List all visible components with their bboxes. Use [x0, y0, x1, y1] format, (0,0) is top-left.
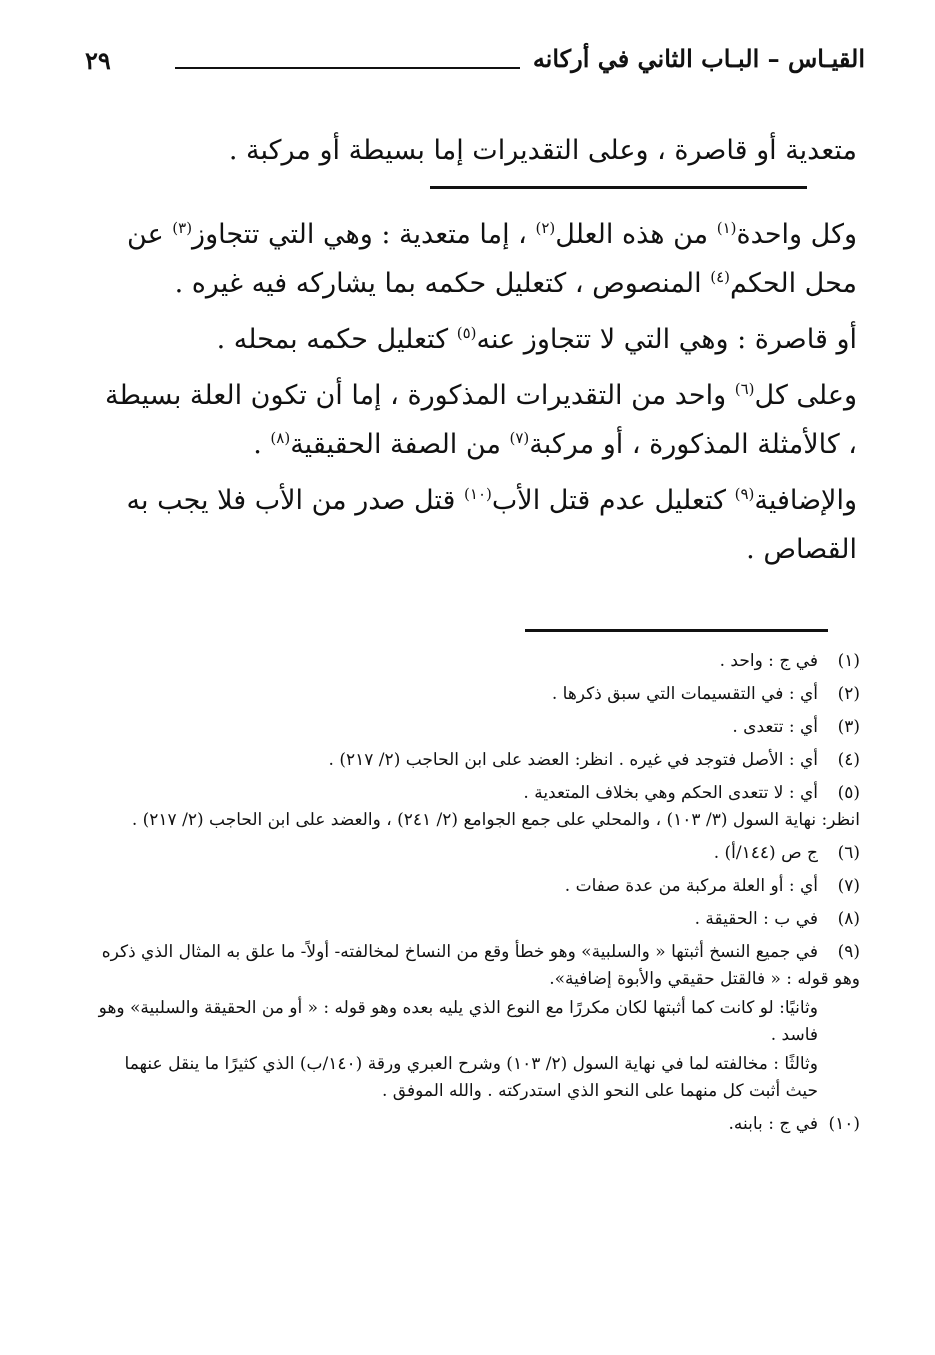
footnote-6: [95, 840, 860, 867]
text-run: .: [253, 429, 271, 460]
paragraph-1: [92, 210, 857, 308]
page-header: [85, 40, 865, 80]
footnote-text: أي : في التقسيمات التي سبق ذكرها .: [551, 684, 818, 704]
footnote-number: (٤): [837, 750, 860, 770]
text-run: كتعليل عدم قتل الأب: [491, 485, 735, 516]
text-run: كتعليل حكمه بمحله .: [216, 324, 457, 355]
footnote-ref: (١): [716, 219, 737, 237]
footnote-8: [95, 906, 860, 933]
footnote-ref: (٩): [734, 485, 755, 503]
footnote-text: في جميع النسخ أثبتها « والسلبية» وهو خطأ وقع من النساخ لمخالفته- أولاً- ما علق به المثال الذي ذكره وهو قوله : « فالقتل حقيقي والأبوة إضافية».: [101, 942, 860, 989]
footnote-9-continued-b: [95, 1051, 860, 1105]
text-run: من الصفة الحقيقية: [290, 429, 510, 460]
footnote-ref: (٢): [535, 219, 556, 237]
footnote-7: [95, 873, 860, 900]
footnote-text: وثالثًا : مخالفته لما في نهاية السول (٢/ ١٠٣) وشرح العبري ورقة (١٤٠/ب) الذي كثيرًا ما ينقل عنهما حيث أثبت كل منهما على النحو الذي استدركته . والله الموفق .: [124, 1054, 818, 1101]
footnote-text: أي : لا تتعدى الحكم وهي بخلاف المتعدية .: [523, 783, 818, 803]
footnote-number: (٥): [837, 783, 860, 803]
footnote-4: [95, 747, 860, 774]
footnote-5: [95, 780, 860, 807]
text-run: واحد من التقديرات المذكورة ، إما أن تكون العلة بسيطة ، كالأمثلة المذكورة ، أو مركبة: [104, 380, 857, 460]
running-title: القيـاس – البـاب الثاني في أركانه: [532, 44, 865, 73]
text-run: والإضافية: [754, 485, 857, 516]
text-run: عن محل الحكم: [127, 219, 857, 299]
footnote-text: في ب : الحقيقة .: [694, 909, 818, 929]
text-run: من هذه العلل: [555, 219, 717, 250]
footnote-rule: [525, 629, 828, 632]
text-run: وعلى كل: [754, 380, 857, 411]
page-number: ٢٩: [85, 46, 111, 75]
footnote-ref: (٨): [270, 429, 291, 447]
footnote-10: [95, 1111, 860, 1138]
header-rule: [175, 67, 520, 69]
footnote-3: [95, 714, 860, 741]
footnote-text: ج ص (١٤٤/أ) .: [713, 843, 818, 863]
footnote-ref: (٦): [734, 380, 755, 398]
main-text: [92, 210, 857, 574]
text-run: ، إما متعدية : وهي التي تتجاوز: [192, 219, 536, 250]
footnote-text: أي : أو العلة مركبة من عدة صفات .: [564, 876, 818, 896]
footnote-ref: (١٠): [464, 485, 492, 503]
footnote-text: وثانيًا: لو كانت كما أثبتها لكان مكررًا مع النوع الذي يليه بعده وهو قوله : « أو من الحقيقة والسلبية» وهو فاسد .: [98, 998, 818, 1045]
footnote-ref: (٤): [710, 268, 731, 286]
text-run: وكل واحدة: [736, 219, 857, 250]
footnote-ref: (٧): [509, 429, 530, 447]
opening-line: [92, 126, 857, 175]
footnote-2: [95, 681, 860, 708]
section-rule: [430, 186, 807, 189]
footnote-number: (١): [837, 651, 860, 671]
footnote-text: أي : الأصل فتوجد في غيره . انظر: العضد على ابن الحاجب (٢/ ٢١٧) .: [328, 750, 818, 770]
opening-line-text: متعدية أو قاصرة ، وعلى التقديرات إما بسيطة أو مركبة .: [228, 135, 857, 166]
footnote-1: [95, 648, 860, 675]
footnote-9-continued-a: [95, 995, 860, 1049]
footnote-text: انظر: نهاية السول (٣/ ١٠٣) ، والمحلي على جمع الجوامع (٢/ ٢٤١) ، والعضد على ابن الحاجب (٢/ ٢١٧) .: [131, 810, 860, 830]
text-run: أو قاصرة : وهي التي لا تتجاوز عنه: [476, 324, 857, 355]
text-run: قتل صدر من الأب فلا يجب به القصاص .: [126, 485, 857, 565]
footnote-number: (١٠): [828, 1114, 860, 1134]
footnote-ref: (٣): [172, 219, 193, 237]
footnote-text: في ج : واحد .: [719, 651, 818, 671]
footnote-ref: (٥): [456, 324, 477, 342]
footnote-number: (٧): [837, 876, 860, 896]
footnotes: [95, 648, 860, 1144]
footnote-number: (٩): [837, 942, 860, 962]
footnote-text: في ج : بابنه.: [728, 1114, 818, 1134]
paragraph-3: [92, 371, 857, 469]
footnote-number: (٨): [837, 909, 860, 929]
paragraph-4: [92, 476, 857, 574]
footnote-text: أي : تتعدى .: [732, 717, 818, 737]
text-run: المنصوص ، كتعليل حكمه بما يشاركه فيه غيره .: [174, 268, 711, 299]
footnote-9: [95, 939, 860, 993]
footnote-5-continued: [95, 807, 860, 834]
footnote-number: (٢): [837, 684, 860, 704]
paragraph-2: [92, 315, 857, 364]
footnote-number: (٦): [837, 843, 860, 863]
footnote-number: (٣): [837, 717, 860, 737]
